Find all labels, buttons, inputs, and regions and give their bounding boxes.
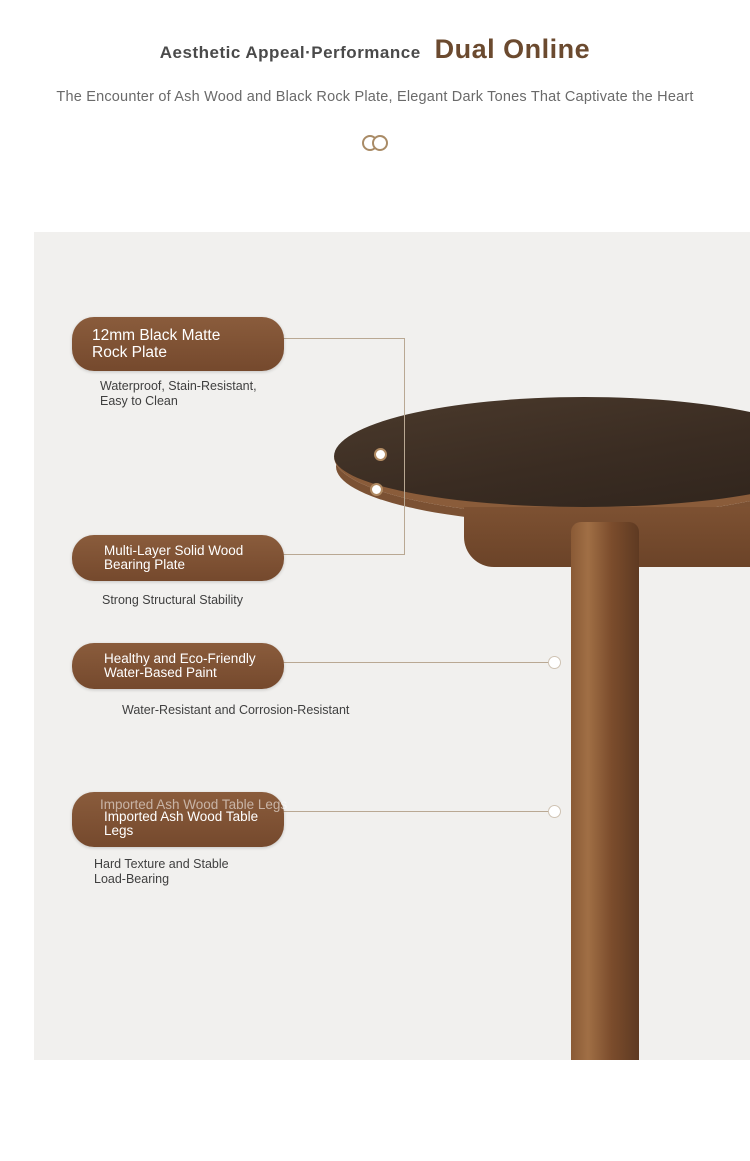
- subheadline-text: The Encounter of Ash Wood and Black Rock Plate, Elegant Dark Tones That Captivate the Heart: [56, 89, 694, 105]
- callout-ash-legs-title-line1: Imported Ash Wood Table Legs: [104, 809, 259, 838]
- connector-line-1: [283, 338, 405, 339]
- connector-line-3: [283, 662, 555, 663]
- callout-ash-legs-pill: [72, 792, 288, 847]
- callout-ash-legs-caption-line1: Hard Texture and Stable: [94, 857, 229, 871]
- callout-bearing-plate-caption: [72, 593, 284, 608]
- callout-rock-plate-pill: [72, 317, 284, 371]
- hotspot-dot-paint: [548, 656, 561, 669]
- page-header: [0, 0, 750, 155]
- callout-bearing-plate-title-line1: Multi-Layer Solid Wood: [104, 543, 244, 558]
- callout-eco-paint-title-line1: Healthy and Eco-Friendly: [104, 651, 256, 666]
- callout-bearing-plate-pill: [72, 535, 284, 581]
- callout-ash-legs: [72, 792, 288, 887]
- table-top-surface: [334, 397, 750, 516]
- callout-rock-plate-caption: [72, 379, 284, 409]
- callout-bearing-plate-title-line2: Bearing Plate: [104, 557, 186, 572]
- callout-eco-paint-title-line2: Water-Based Paint: [104, 665, 217, 680]
- ring-right-icon: [372, 135, 388, 151]
- hotspot-dot-bearing-plate: [370, 483, 383, 496]
- callout-bearing-plate: [72, 535, 284, 608]
- callout-rock-plate-title-line2: Rock Plate: [92, 344, 167, 361]
- callout-rock-plate-title-line1: 12mm Black Matte: [92, 327, 221, 344]
- table-leg-secondary: [634, 552, 684, 1060]
- double-ring-ornament-icon: [0, 131, 750, 155]
- callout-rock-plate: [72, 317, 284, 409]
- product-diagram-panel: [34, 232, 750, 1060]
- table-leg-primary: [571, 522, 639, 1060]
- callout-rock-plate-caption-line1: Waterproof, Stain-Resistant,: [100, 379, 257, 393]
- callout-bearing-plate-caption-line1: Strong Structural Stability: [102, 593, 244, 607]
- callout-eco-paint-caption: [72, 703, 350, 718]
- connector-line-vertical: [404, 338, 405, 554]
- hotspot-dot-legs: [548, 805, 561, 818]
- hotspot-dot-rock-plate: [374, 448, 387, 461]
- callout-eco-paint: [72, 643, 350, 718]
- callout-ash-legs-caption: [72, 857, 284, 887]
- callout-eco-paint-caption-line1: Water-Resistant and Corrosion-Resistant: [122, 703, 350, 717]
- headline-right-text: Dual Online: [434, 34, 591, 64]
- connector-line-4: [283, 811, 555, 812]
- headline-left-text: Aesthetic Appeal·Performance: [159, 43, 421, 62]
- headline: [0, 34, 750, 65]
- connector-line-2: [283, 554, 405, 555]
- callout-ash-legs-ghost-text: Imported Ash Wood Table Legs: [100, 797, 288, 812]
- callout-ash-legs-caption-line2: Load-Bearing: [94, 872, 170, 886]
- callout-rock-plate-caption-line2: Easy to Clean: [100, 394, 178, 408]
- callout-eco-paint-pill: [72, 643, 284, 689]
- bottom-whitespace: [0, 1060, 750, 1161]
